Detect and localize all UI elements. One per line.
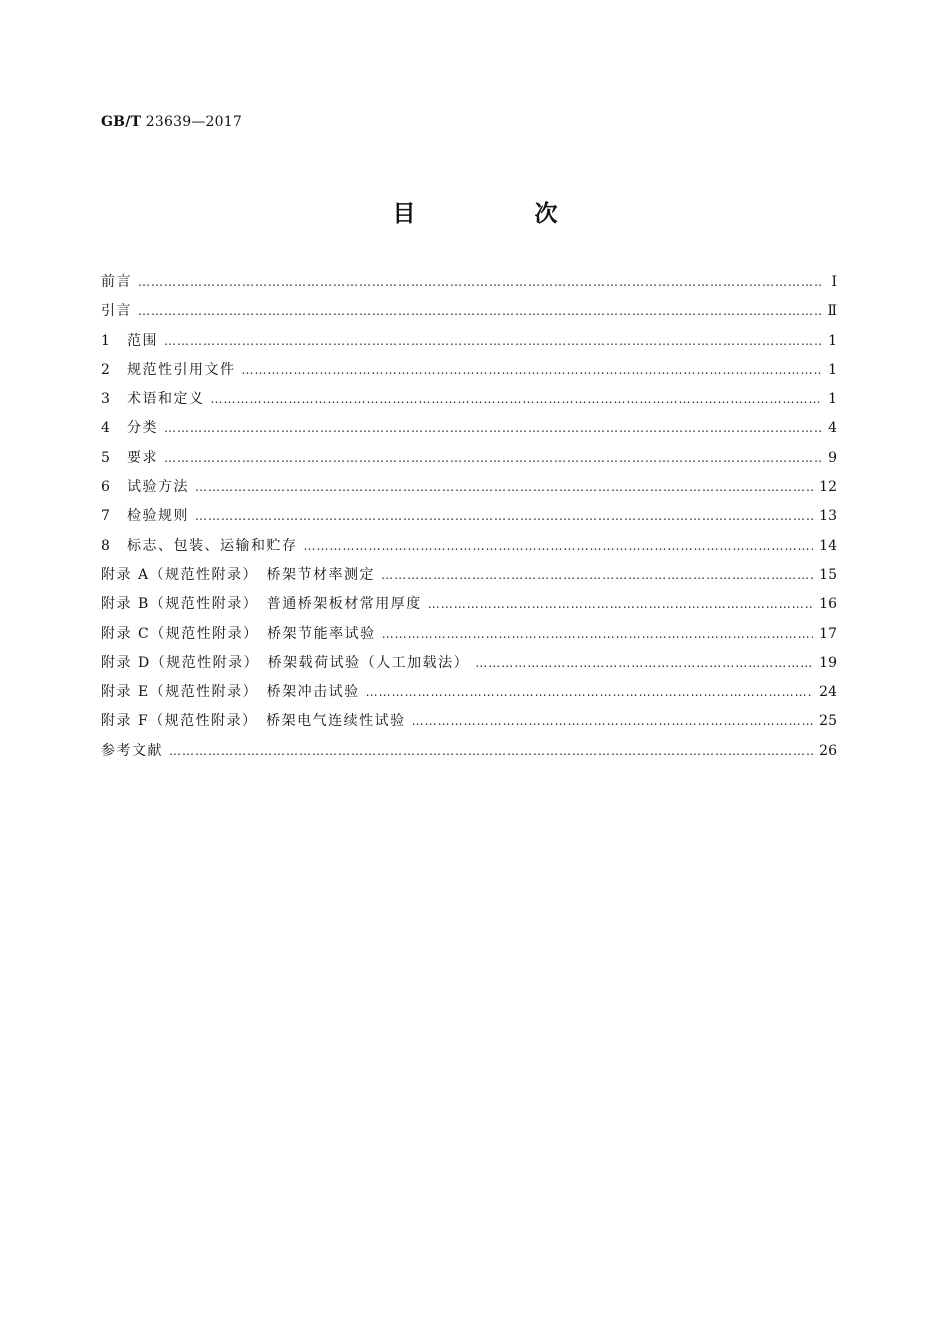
toc-leader-dots: [382, 627, 814, 641]
toc-leader-dots: [195, 509, 813, 523]
toc-entry-page: 15: [819, 566, 837, 583]
toc-entry-label: 3 术语和定义: [101, 391, 205, 408]
standard-prefix: GB/T: [101, 114, 142, 130]
toc-entry-page: 24: [819, 684, 837, 701]
toc-leader-dots: [304, 539, 814, 553]
toc-entry-number: 5: [101, 449, 110, 466]
toc-leader-dots: [242, 363, 822, 377]
toc-entry-label: 前言: [101, 274, 132, 290]
toc-entry-label: 8 标志、包装、运输和贮存: [101, 537, 298, 554]
toc-entry[interactable]: [101, 476, 837, 505]
toc-entry-label: 附录 B（规范性附录） 普通桥架板材常用厚度: [101, 596, 422, 613]
toc-leader-dots: [164, 421, 821, 435]
standard-code: 23639—2017: [145, 114, 242, 130]
toc-entry-page: Ⅱ: [827, 303, 837, 320]
toc-entry-label: 1 范围: [101, 332, 158, 349]
toc-leader-dots: [211, 392, 822, 406]
toc-entry-label: 5 要求: [101, 449, 158, 466]
toc-entry-page: 19: [819, 654, 837, 671]
toc-entry-page: 25: [819, 713, 837, 730]
toc-leader-dots: [164, 451, 821, 465]
toc-leader-dots: [475, 656, 813, 670]
toc-entry[interactable]: [101, 535, 837, 564]
toc-leader-dots: [428, 597, 813, 611]
toc-entry[interactable]: [101, 330, 837, 359]
toc-entry-page: 16: [819, 596, 837, 613]
toc-entry[interactable]: [101, 593, 837, 622]
toc-entry[interactable]: [101, 447, 837, 476]
table-of-contents: [101, 271, 837, 769]
toc-entry-number: 1: [101, 332, 110, 349]
toc-leader-dots: [195, 480, 813, 494]
toc-entry[interactable]: [101, 505, 837, 534]
toc-entry-page: 1: [828, 332, 837, 349]
toc-leader-dots: [366, 685, 814, 699]
toc-entry[interactable]: [101, 388, 837, 417]
toc-entry-number: 3: [101, 391, 110, 408]
standard-number: [101, 114, 242, 130]
toc-leader-dots: [381, 568, 813, 582]
toc-entry-page: Ⅰ: [831, 274, 837, 290]
toc-entry[interactable]: [101, 564, 837, 593]
toc-entry[interactable]: [101, 740, 837, 769]
toc-entry-number: 8: [101, 537, 110, 554]
toc-entry-label: 附录 E（规范性附录） 桥架冲击试验: [101, 684, 360, 701]
toc-entry-page: 26: [819, 742, 837, 759]
toc-leader-dots: [138, 304, 821, 318]
toc-entry[interactable]: [101, 710, 837, 739]
toc-entry-label: 附录 C（规范性附录） 桥架节能率试验: [101, 625, 376, 642]
toc-entry[interactable]: [101, 271, 837, 300]
toc-entry-label: 引言: [101, 303, 132, 320]
toc-entry-label: 7 检验规则: [101, 508, 189, 525]
toc-entry-page: 1: [828, 391, 837, 408]
toc-leader-dots: [138, 275, 821, 289]
toc-entry-page: 17: [819, 625, 837, 642]
toc-leader-dots: [169, 744, 813, 758]
page-title: 目 次: [392, 201, 606, 227]
toc-entry[interactable]: [101, 417, 837, 446]
toc-entry[interactable]: [101, 652, 837, 681]
toc-leader-dots: [164, 334, 821, 348]
toc-entry-label: 附录 A（规范性附录） 桥架节材率测定: [101, 566, 376, 583]
toc-entry[interactable]: [101, 623, 837, 652]
toc-entry-label: 4 分类: [101, 420, 158, 437]
toc-entry-number: 4: [101, 420, 110, 437]
toc-entry[interactable]: [101, 681, 837, 710]
toc-entry-number: 2: [101, 361, 110, 378]
toc-entry-page: 14: [819, 537, 837, 554]
toc-entry-page: 12: [819, 479, 837, 496]
toc-entry[interactable]: [101, 300, 837, 329]
toc-leader-dots: [412, 714, 814, 728]
toc-entry-number: 6: [101, 479, 110, 496]
toc-entry-page: 9: [828, 449, 837, 466]
toc-entry-number: 7: [101, 508, 110, 525]
toc-entry[interactable]: [101, 359, 837, 388]
toc-entry-page: 13: [819, 508, 837, 525]
toc-entry-label: 附录 D（规范性附录） 桥架载荷试验（人工加载法）: [101, 654, 470, 671]
toc-entry-page: 1: [828, 361, 837, 378]
toc-entry-page: 4: [828, 420, 837, 437]
toc-entry-label: 参考文献: [101, 742, 163, 759]
toc-entry-label: 2 规范性引用文件: [101, 361, 236, 378]
toc-entry-label: 6 试验方法: [101, 479, 189, 496]
toc-entry-label: 附录 F（规范性附录） 桥架电气连续性试验: [101, 713, 406, 730]
